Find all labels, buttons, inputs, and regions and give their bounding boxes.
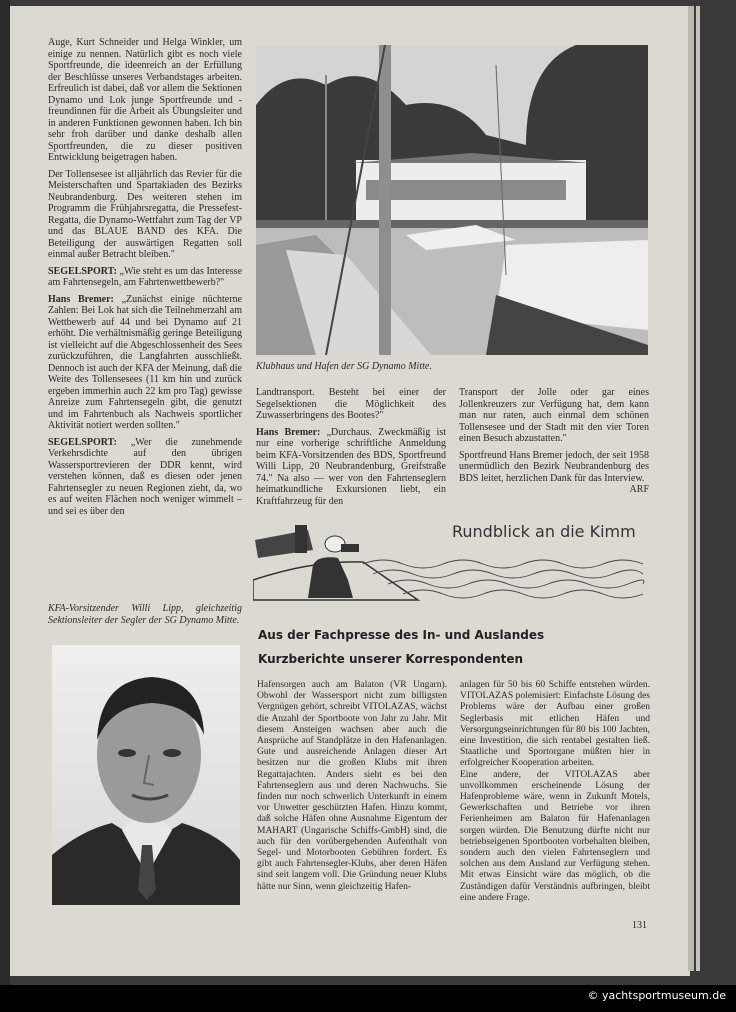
answer-text: „Durchaus. Zweckmäßig ist nur eine vorherige schriftliche Anmeldung beim KFA-Vorsitzenden des BDS, Sportfreund Willi Lipp, 20 Neubrandenburg, Greifstraße 74." Na also — wer von den Fahrtenseglern heimatkundliche Exkursionen liebt, ein Kraftfahrzeug für den xyxy=(256,426,446,507)
speaker: Hans Bremer: xyxy=(48,293,114,305)
answer-text: „Zunächst einige nüchterne Zahlen: Bei Lok hat sich die Teilnehmerzahl am Wettbewerb auf 44 und bei Dynamo auf 21 erhöht. Die verhältnismäßig geringe Beteiligung ist vielleicht auf die Abgeschlossenheit des Sees zurückzuführen, die Langfahrten ausschließt. Dennoch ist auch der KFA der Meinung, daß die Weite des Tollensesees (11 km hin und zurück ergeben immerhin auch 22 km pro Tag) gewisse Anreize zum Fahrtensegeln gibt, die genutzt und im Fahrtenbuch als Nachweis sportlicher Aktivität notiert werden sollten." xyxy=(48,293,243,431)
portrait-photo xyxy=(52,645,240,905)
article-column-2 xyxy=(256,387,446,512)
paragraph: Hafensorgen auch am Balaton (VR Ungarn). Obwohl der Wassersport nicht zum billigsten Vergnügen gehört, schreibt VITOLAZAS, wächst die Anzahl der Sportboote von Jahr zu Jahr. Mit diesem Ansteigen wachsen aber auch die Ansprüche auf Standplätze in den Hafenanlagen. Gute und ausreichende Anlagen dieser Art besitzen nur die großen Klubs mit ihren Regattajachten. Anders sieht es bei den Fahrtenseglern aus und deren Nachwuchs. Sie finden nur noch schwerlich Unterkunft in einem vor Unwetter geschützten Hafen. Hinzu kommt, daß solche Häfen ohne Ausnahme Eigentum der MAHART (Ungarische Schiffs-GmbH) sind, die auch für den vorübergehenden Aufenthalt von Segel- und Motorbooten Gebühren fordert. Es gibt auch Fahrtensegler-Klubs, aber deren Häfen sind seit langem voll. Die Gründung neuer Klubs hätte nur Sinn, wenn gleichzeitig Hafen- xyxy=(257,680,447,892)
paragraph: Landtransport. Besteht bei einer der Segelsektionen die Möglichkeit des Zuwasserbringens des Bootes?" xyxy=(256,387,446,421)
question-text: „Wer die zunehmende Verkehrsdichte auf den übrigen Wassersportrevieren der DDR kennt, wird verstehen können, daß es diesen oder jenen Fahrtensegler zu neuen Regionen zieht, da, wo es auf weiten Flächen noch weniger wimmelt – und sei es über den xyxy=(48,436,243,517)
author-signature: ARF xyxy=(629,484,649,495)
clubhouse-harbor-photo xyxy=(256,45,648,355)
paragraph: Auge, Kurt Schneider und Helga Winkler, um einige zu nennen. Natürlich gibt es noch viele Sportfreunde, die ideenreich an der Erfüllung der Beschlüsse unseres Verbandstages arbeiten. Erfreulich ist dabei, daß vor allem die Sektionen Dynamo und Lok junge Sportfreunde und -freundinnen für die Arbeit als Übungsleiter und in anderen Funktionen gewonnen haben. Ich bin sehr froh darüber und danke deshalb allen Sportfreunden, die zu dieser positiven Entwicklung beigetragen haben. xyxy=(48,37,242,163)
portrait-illustration xyxy=(52,645,240,905)
paragraph xyxy=(48,294,242,432)
paragraph: Transport der Jolle oder gar eines Jollenkreuzers zur Verfügung hat, dem kann man nur raten, auch einmal dem schönen Tollensesee und der Stadt mit den vier Toren einen Besuch abzustatten." xyxy=(459,387,649,444)
speaker: SEGELSPORT: xyxy=(48,265,117,277)
paragraph: Eine andere, der VITOLAZAS aber unvollkommen erscheinende Lösung der Hafenprobleme wäre, wenn in Zukunft Motels, Gewerkschaften und Betriebe vor ihren Ferienheimen am Balaton für Hafenanlagen sorgen würden. Die Benutzung dürfte nicht nur betriebseigenen Sportbooten vorbehalten bleiben, sondern auch den vielen Fahrtenseglern und solchen aus dem Ausland zur Verfügung stehen. Mit etwas Einsicht wäre das möglich, ob die Zuständigen dafür Verständnis aufbringen, bleibt eine andere Frage. xyxy=(460,769,650,903)
page-number: 131 xyxy=(632,920,647,931)
paragraph xyxy=(256,427,446,508)
article-column-1 xyxy=(48,37,242,522)
rubric-title: Rundblick an die Kimm xyxy=(452,522,636,541)
photo-caption: Klubhaus und Hafen der SG Dynamo Mitte. xyxy=(256,361,432,372)
article-column-3 xyxy=(459,387,649,496)
page-stack-edge xyxy=(688,6,694,971)
question-text: „Wie steht es um das Interesse am Fahrtensegeln, am Fahrtenwettbewerb?" xyxy=(48,265,243,288)
section-subheading: Kurzberichte unserer Korrespondenten xyxy=(258,652,524,666)
paragraph: Sportfreund Hans Bremer jedoch, der seit 1958 unermüdlich den Bezirk Neubrandenburg des BDS leitet, herzlichen Dank für das Interview. xyxy=(459,449,649,484)
speaker: SEGELSPORT: xyxy=(48,436,117,448)
portrait-caption: KFA-Vorsitzender Willi Lipp, gleichzeitig Sektionsleiter der Segler der SG Dynamo Mitte. xyxy=(48,603,242,626)
paragraph: Der Tollensesee ist alljährlich das Revier für die Meisterschaften und Spartakiaden des Bezirks Neubrandenburg. Des weiteren stehen im Programm die Frühjahrsregatta, die Pressefest-Regatta, die Dynamo-Wettfahrt zum Tag der VP und das BLAUE BAND des KFA. Die Beteiligung der auswärtigen Regatten soll einmal außer Betracht bleiben." xyxy=(48,168,242,260)
paragraph xyxy=(48,266,242,289)
harbor-illustration xyxy=(256,45,648,355)
wave-lines xyxy=(363,560,644,598)
page-edge xyxy=(0,0,10,985)
section-heading: Aus der Fachpresse des In- und Auslandes xyxy=(258,628,545,642)
paragraph: anlagen für 50 bis 60 Schiffe entstehen würden. VITOLAZAS polemisiert: Einfachste Lösung des Problems wäre der Aufbau einer großen Seglerbasis mit etlichen Häfen und Versorgungseinrichtungen für 80 bis 100 Jachten, eine Investition, die sich rentabel gestalten ließ. Staatliche und Sportorgane müßten hier in erfolgreicher Kooperation arbeiten. xyxy=(460,680,650,769)
article-column-5 xyxy=(460,680,650,909)
paragraph xyxy=(48,437,242,518)
page-stack-edge xyxy=(696,6,700,971)
watermark-footer xyxy=(0,985,736,1012)
speaker: Hans Bremer: xyxy=(256,426,321,438)
article-column-4 xyxy=(257,680,447,898)
copyright-text: © yachtsportmuseum.de xyxy=(587,989,726,1002)
